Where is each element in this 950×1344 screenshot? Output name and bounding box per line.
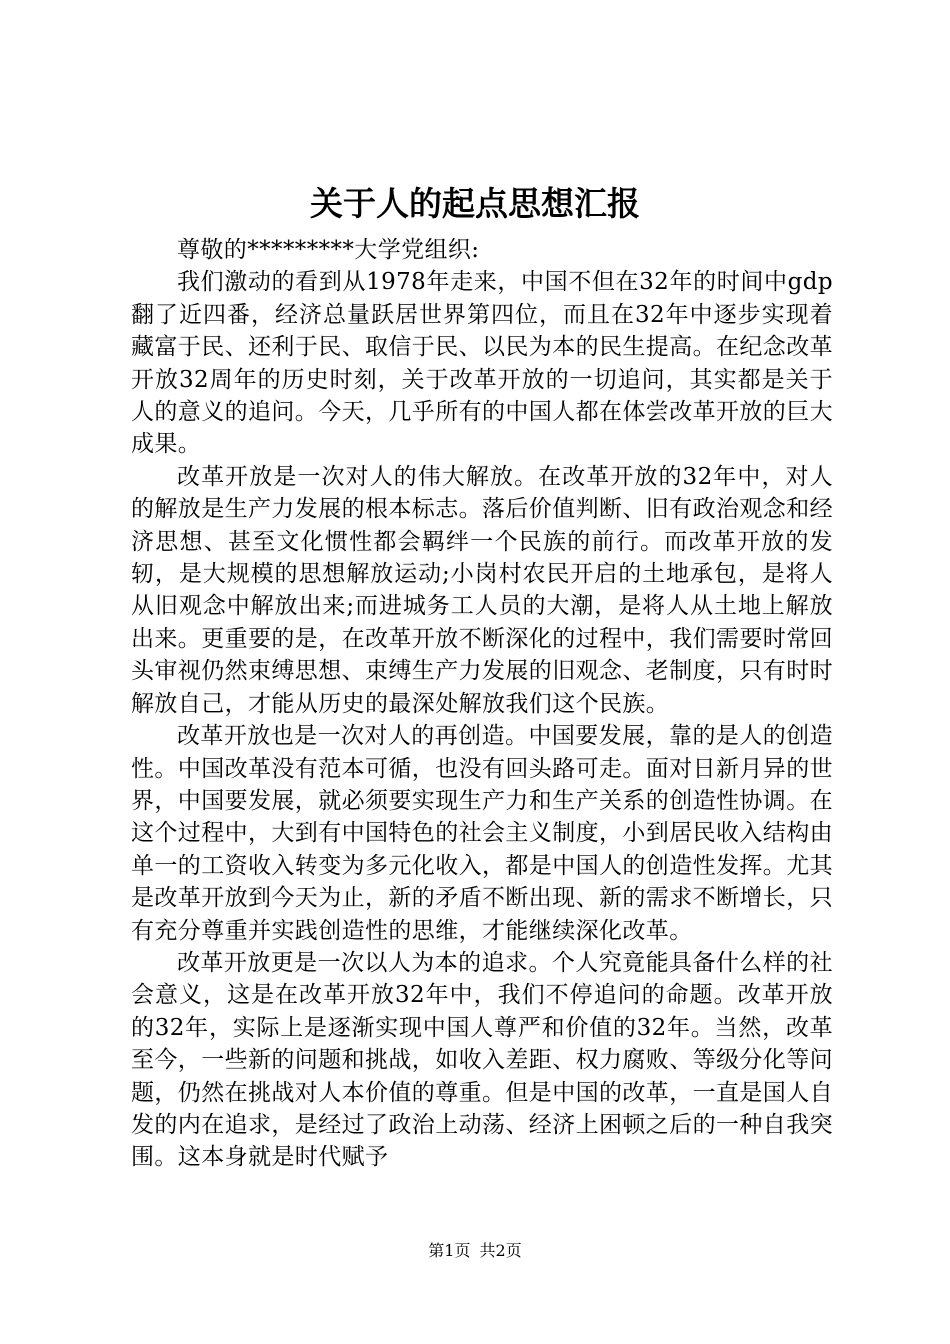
page-number: 第1页: [428, 1241, 471, 1260]
document-title: 关于人的起点思想汇报: [310, 184, 640, 223]
paragraph-1: 我们激动的看到从1978年走来，中国不但在32年的时间中gdp翻了近四番，经济总量跃居世界第四位，而且在32年中逐步实现着藏富于民、还利于民、取信于民、以民为本的民生提高。在纪念改革开放32周年的历史时刻，关于改革开放的一切追问，其实都是关于人的意义的追问。今天，几乎所有的中国人都在体尝改革开放的巨大成果。: [131, 269, 833, 458]
page-total: 共2页: [479, 1241, 522, 1260]
page-footer: [0, 1240, 950, 1262]
paragraph-3: 改革开放也是一次对人的再创造。中国要发展，靠的是人的创造性。中国改革没有范本可循，也没有回头路可走。面对日新月异的世界，中国要发展，就必须要实现生产力和生产关系的创造性协调。在这个过程中，大到有中国特色的社会主义制度，小到居民收入结构由单一的工资收入转变为多元化收入，都是中国人的创造性发挥。尤其是改革开放到今天为止，新的矛盾不断出现、新的需求不断增长，只有充分尊重并实践创造性的思维，才能继续深化改革。: [131, 723, 833, 944]
paragraph-4: 改革开放更是一次以人为本的追求。个人究竟能具备什么样的社会意义，这是在改革开放32年中，我们不停追问的命题。改革开放的32年，实际上是逐渐实现中国人尊严和价值的32年。当然，改革至今，一些新的问题和挑战，如收入差距、权力腐败、等级分化等问题，仍然在挑战对人本价值的尊重。但是中国的改革，一直是国人自发的内在追求，是经过了政治上动荡、经济上困顿之后的一种自我突围。这本身就是时代赋予: [131, 949, 833, 1171]
document-body: [131, 234, 833, 1174]
paragraph-2: 改革开放是一次对人的伟大解放。在改革开放的32年中，对人的解放是生产力发展的根本标志。落后价值判断、旧有政治观念和经济思想、甚至文化惯性都会羁绊一个民族的前行。而改革开放的发轫，是大规模的思想解放运动;小岗村农民开启的土地承包，是将人从旧观念中解放出来;而进城务工人员的大潮，是将人从土地上解放出来。更重要的是，在改革开放不断深化的过程中，我们需要时常回头审视仍然束缚思想、束缚生产力发展的旧观念、老制度，只有时时解放自己，才能从历史的最深处解放我们这个民族。: [131, 463, 833, 717]
salutation: 尊敬的*********大学党组织:: [177, 237, 480, 263]
